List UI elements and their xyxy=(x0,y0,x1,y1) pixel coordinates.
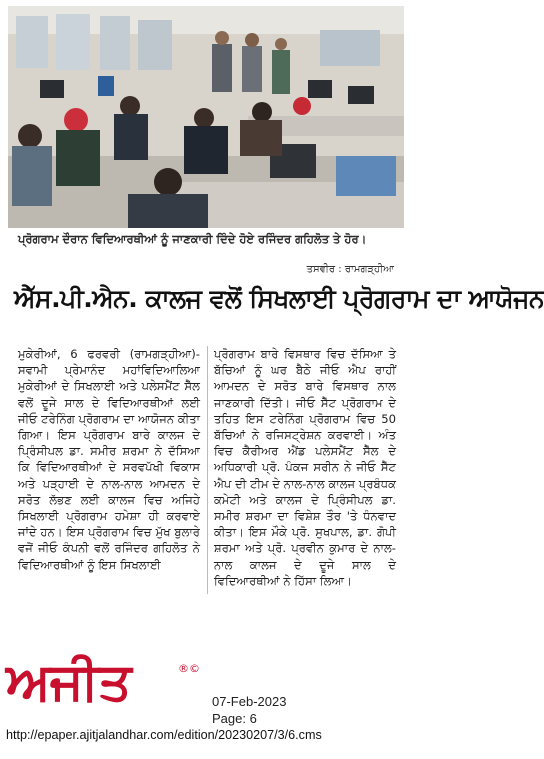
registered-mark: ®© xyxy=(178,662,200,675)
photo-credit: ਤਸਵੀਰ : ਰਾਮਗੜ੍ਹੀਆ xyxy=(306,264,394,275)
ajit-logo xyxy=(6,651,200,720)
column-divider xyxy=(207,346,208,594)
article-headline: ਐੱਸ.ਪੀ.ਐਨ. ਕਾਲਜ ਵਲੋਂ ਸਿਖਲਾਈ ਪ੍ਰੋਗਰਾਮ ਦਾ ਆਯੋਜਨ xyxy=(14,284,544,313)
photo-caption: ਪ੍ਰੋਗਰਾਮ ਦੌਰਾਨ ਵਿਦਿਆਰਥੀਆਂ ਨੂੰ ਜਾਣਕਾਰੀ ਦਿੰਦੇ ਹੋਏ ਰਜਿੰਦਰ ਗਹਿਲੋਤ ਤੇ ਹੋਰ। xyxy=(18,232,367,246)
edition-date: 07-Feb-2023 xyxy=(212,694,287,709)
article-right-column: ਪ੍ਰੋਗਰਾਮ ਬਾਰੇ ਵਿਸਥਾਰ ਵਿਚ ਦੱਸਿਆ ਤੇ ਬੱਚਿਆਂ ਨੂੰ ਘਰ ਬੈਠੇ ਜੀਓ ਐਪ ਰਾਹੀਂ ਆਮਦਨ ਦੇ ਸਰੋਤ ਬਾਰੇ ਵਿਸਥਾਰ ਨਾਲ ਜਾਣਕਾਰੀ ਦਿੱਤੀ। ਜੀਓ ਸੈੱਟ ਪ੍ਰੋਗਰਾਮ ਦੇ ਤਹਿਤ ਇਸ ਟਰੇਨਿੰਗ ਪ੍ਰੋਗਰਾਮ ਵਿਚ 50 ਬੱਚਿਆਂ ਨੇ ਰਜਿਸਟ੍ਰੇਸ਼ਨ ਕਰਵਾਈ। ਅੰਤ ਵਿਚ ਕੈਰੀਅਰ ਐਂਡ ਪਲੇਸਮੈਂਟ ਸੈੱਲ ਦੇ ਅਧਿਕਾਰੀ ਪ੍ਰੋ. ਪੰਕਜ ਸਰੀਨ ਨੇ ਜੀਓ ਸੈੱਟ ਐਪ ਦੀ ਟੀਮ ਦੇ ਨਾਲ-ਨਾਲ ਕਾਲਜ ਪ੍ਰਬੰਧਕ ਕਮੇਟੀ ਅਤੇ ਕਾਲਜ ਦੇ ਪ੍ਰਿੰਸੀਪਲ ਡਾ. ਸਮੀਰ ਸ਼ਰਮਾ ਦਾ ਵਿਸ਼ੇਸ਼ ਤੌਰ 'ਤੇ ਧੰਨਵਾਦ ਕੀਤਾ। ਇਸ ਮੌਕੇ ਪ੍ਰੋ. ਸੁਖਪਾਲ, ਡਾ. ਗੋਪੀ ਸ਼ਰਮਾ ਅਤੇ ਪ੍ਰੋ. ਪ੍ਰਵੀਨ ਕੁਮਾਰ ਦੇ ਨਾਲ-ਨਾਲ ਕਾਲਜ ਦੇ ਦੂਜੇ ਸਾਲ ਦੇ ਵਿਦਿਆਰਥੀਆਂ ਨੇ ਹਿੱਸਾ ਲਿਆ। xyxy=(214,347,396,588)
article-left-column: ਮੁਕੇਰੀਆਂ, 6 ਫਰਵਰੀ (ਰਾਮਗੜ੍ਹੀਆ)-ਸਵਾਮੀ ਪ੍ਰੇਮਾਨੰਦ ਮਹਾਂਵਿਦਿਆਲਿਆ ਮੁਕੇਰੀਆਂ ਦੇ ਸਿਖਲਾਈ ਅਤੇ ਪਲੇਸਮੈਂਟ ਸੈੱਲ ਵਲੋਂ ਦੂਜੇ ਸਾਲ ਦੇ ਵਿਦਿਆਰਥੀਆਂ ਲਈ ਜੀਓ ਟਰੇਨਿੰਗ ਪ੍ਰੋਗਰਾਮ ਦਾ ਆਯੋਜਨ ਕੀਤਾ ਗਿਆ। ਇਸ ਪ੍ਰੋਗਰਾਮ ਬਾਰੇ ਕਾਲਜ ਦੇ ਪ੍ਰਿੰਸੀਪਲ ਡਾ. ਸਮੀਰ ਸ਼ਰਮਾ ਨੇ ਦੱਸਿਆ ਕਿ ਵਿਦਿਆਰਥੀਆਂ ਦੇ ਸਰਵਪੱਖੀ ਵਿਕਾਸ ਅਤੇ ਪੜ੍ਹਾਈ ਦੇ ਨਾਲ-ਨਾਲ ਆਮਦਨ ਦੇ ਸਰੋਤ ਲੱਭਣ ਲਈ ਕਾਲਜ ਵਿਚ ਅਜਿਹੇ ਸਿਖਲਾਈ ਪ੍ਰੋਗਰਾਮ ਹਮੇਸ਼ਾ ਹੀ ਕਰਵਾਏ ਜਾਂਦੇ ਹਨ। ਇਸ ਪ੍ਰੋਗਰਾਮ ਵਿਚ ਮੁੱਖ ਬੁਲਾਰੇ ਵਜੋਂ ਜੀਓ ਕੰਪਨੀ ਵਲੋਂ ਰਜਿੰਦਰ ਗਹਿਲੋਤ ਨੇ ਵਿਦਿਆਰਥੀਆਂ ਨੂੰ ਇਸ ਸਿਖਲਾਈ xyxy=(18,347,200,572)
article-body xyxy=(18,346,396,596)
classroom-photo-icon xyxy=(8,6,404,228)
logo-text: ਅਜੀਤ xyxy=(6,651,131,712)
page-number: Page: 6 xyxy=(212,711,257,726)
edition-url[interactable]: http://epaper.ajitjalandhar.com/edition/20230207/3/6.cms xyxy=(6,728,322,742)
classroom-photo xyxy=(8,6,404,228)
